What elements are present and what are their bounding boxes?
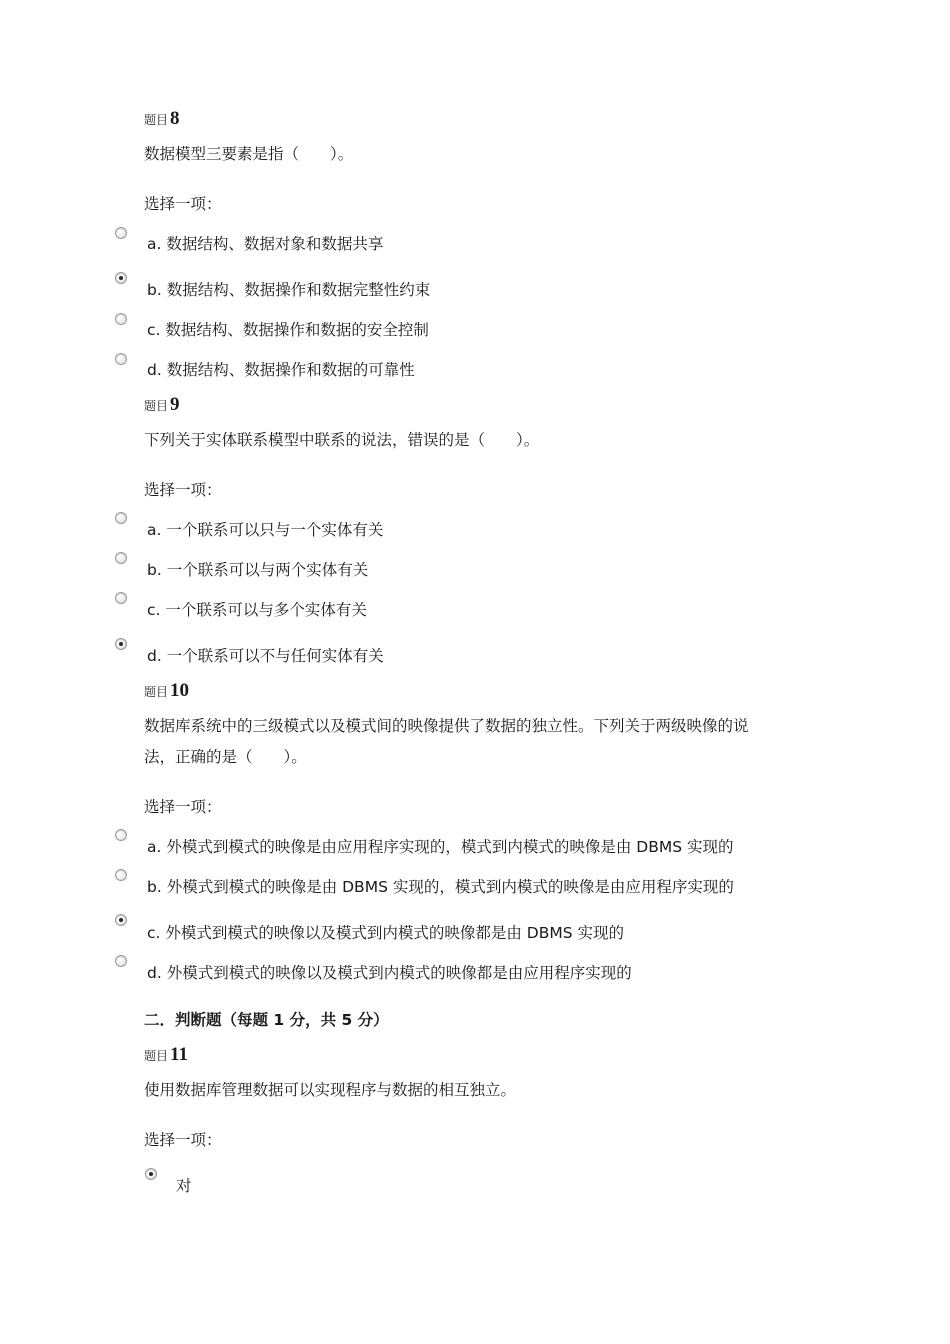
question-number: 9 (170, 394, 180, 415)
option-label[interactable]: d. 数据结构、数据操作和数据的可靠性 (147, 361, 415, 379)
question-number: 10 (170, 680, 190, 701)
radio-q10-c[interactable] (115, 914, 127, 926)
option-label[interactable]: a. 数据结构、数据对象和数据共享 (147, 235, 384, 253)
radio-q11-true[interactable] (145, 1168, 157, 1180)
question-prefix: 题目 (144, 1049, 169, 1063)
option-label-true[interactable]: 对 (176, 1177, 192, 1195)
question-number: 11 (170, 1044, 188, 1065)
option-label[interactable]: d. 外模式到模式的映像以及模式到内模式的映像都是由应用程序实现的 (147, 964, 632, 982)
select-prompt: 选择一项： (144, 1131, 222, 1149)
option-label[interactable]: d. 一个联系可以不与任何实体有关 (147, 647, 384, 665)
question-prefix: 题目 (144, 399, 169, 413)
radio-q8-b[interactable] (115, 272, 127, 284)
question-stem-line-2: 法，正确的是（ ）。 (144, 748, 307, 766)
select-prompt: 选择一项： (144, 481, 222, 499)
question-stem: 数据模型三要素是指（ ）。 (144, 145, 354, 163)
radio-q9-a[interactable] (115, 512, 127, 524)
question-heading-8 (144, 108, 180, 130)
radio-q8-a[interactable] (115, 227, 127, 239)
radio-q8-d[interactable] (115, 353, 127, 365)
radio-q10-d[interactable] (115, 955, 127, 967)
option-label[interactable]: a. 一个联系可以只与一个实体有关 (147, 521, 384, 539)
option-label[interactable]: c. 一个联系可以与多个实体有关 (147, 601, 367, 619)
section-title: 二．判断题（每题 1 分，共 5 分） (144, 1011, 389, 1029)
question-heading-10 (144, 680, 189, 702)
question-number: 8 (170, 108, 180, 129)
option-label[interactable]: b. 数据结构、数据操作和数据完整性约束 (147, 281, 431, 299)
option-label[interactable]: b. 一个联系可以与两个实体有关 (147, 561, 369, 579)
question-stem: 使用数据库管理数据可以实现程序与数据的相互独立。 (144, 1081, 517, 1099)
radio-q10-a[interactable] (115, 829, 127, 841)
question-prefix: 题目 (144, 685, 169, 699)
question-stem-line-1: 数据库系统中的三级模式以及模式间的映像提供了数据的独立性。下列关于两级映像的说 (144, 717, 749, 735)
option-label[interactable]: a. 外模式到模式的映像是由应用程序实现的，模式到内模式的映像是由 DBMS 实现的 (147, 838, 734, 856)
question-heading-11 (144, 1044, 188, 1066)
question-prefix: 题目 (144, 113, 169, 127)
question-stem: 下列关于实体联系模型中联系的说法，错误的是（ ）。 (144, 431, 540, 449)
question-heading-9 (144, 394, 180, 416)
radio-q9-b[interactable] (115, 552, 127, 564)
radio-q10-b[interactable] (115, 869, 127, 881)
option-label[interactable]: c. 数据结构、数据操作和数据的安全控制 (147, 321, 429, 339)
radio-q9-c[interactable] (115, 592, 127, 604)
radio-q8-c[interactable] (115, 313, 127, 325)
select-prompt: 选择一项： (144, 195, 222, 213)
option-label[interactable]: c. 外模式到模式的映像以及模式到内模式的映像都是由 DBMS 实现的 (147, 924, 625, 942)
option-label[interactable]: b. 外模式到模式的映像是由 DBMS 实现的，模式到内模式的映像是由应用程序实现的 (147, 878, 734, 896)
radio-q9-d[interactable] (115, 638, 127, 650)
select-prompt: 选择一项： (144, 798, 222, 816)
